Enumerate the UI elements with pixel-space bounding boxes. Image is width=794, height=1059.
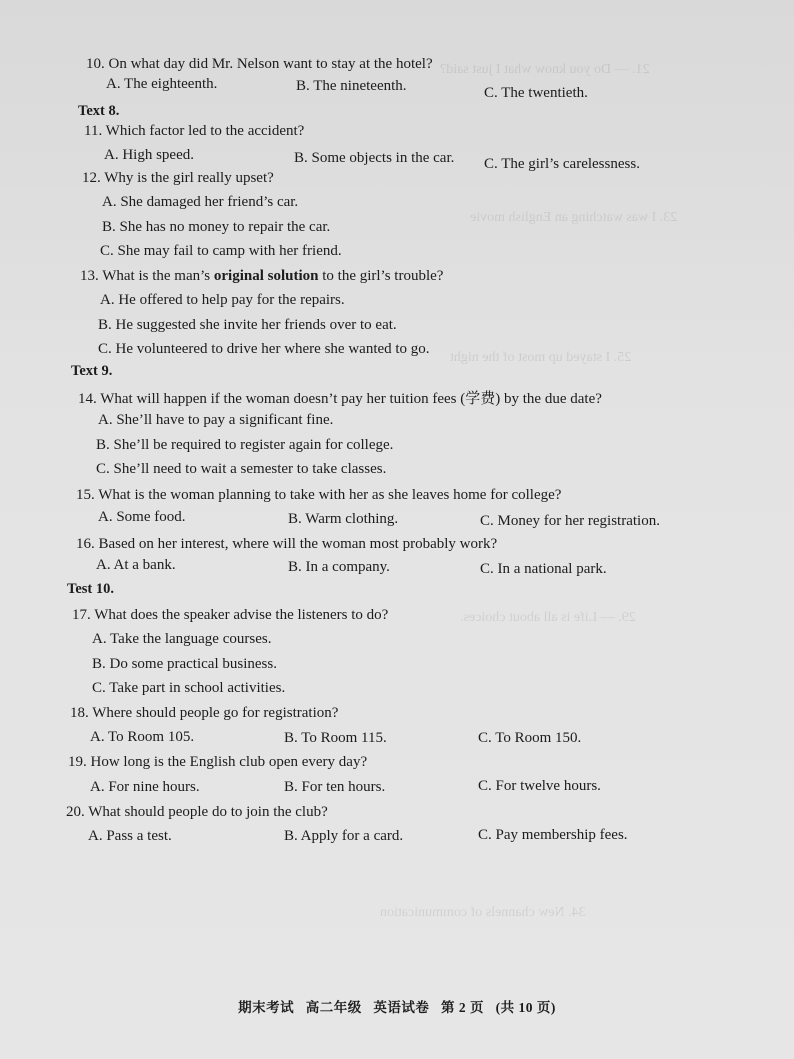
question-16-option-c: C. In a national park. — [480, 561, 607, 577]
question-10-option-b: B. The nineteenth. — [296, 78, 407, 94]
question-14-option-b: B. She’ll be required to register again for college. — [96, 437, 394, 453]
question-13-stem-pre: 13. What is the man’s — [80, 268, 214, 284]
footer-page-number: 第 2 页 — [441, 1000, 484, 1015]
section-heading-test-10: Test 10. — [67, 581, 114, 597]
question-18-stem: 18. Where should people go for registration? — [70, 705, 339, 721]
section-heading-text-9: Text 9. — [71, 363, 113, 379]
question-17-stem: 17. What does the speaker advise the listeners to do? — [72, 607, 389, 623]
question-12-stem: 12. Why is the girl really upset? — [82, 170, 274, 186]
question-18-option-c: C. To Room 150. — [478, 730, 582, 746]
question-11-stem: 11. Which factor led to the accident? — [84, 123, 305, 139]
bleed-through-text: 29. — Life is all about choices. — [460, 610, 636, 625]
question-14-stem: 14. What will happen if the woman doesn’t pay her tuition fees (学费) by the due date? — [78, 391, 602, 407]
question-11-option-c: C. The girl’s carelessness. — [484, 156, 640, 172]
question-13-option-b: B. He suggested she invite her friends over to eat. — [98, 317, 397, 333]
question-17-option-a: A. Take the language courses. — [92, 631, 272, 647]
question-13-stem-bold: original solution — [213, 268, 319, 284]
question-16-option-a: A. At a bank. — [96, 557, 176, 573]
question-14-option-a: A. She’ll have to pay a significant fine. — [98, 412, 334, 428]
question-19-option-a: A. For nine hours. — [90, 779, 200, 795]
question-10-option-a: A. The eighteenth. — [106, 76, 218, 92]
question-19-option-b: B. For ten hours. — [284, 779, 386, 795]
question-16-option-b: B. In a company. — [288, 559, 390, 575]
question-12-option-c: C. She may fail to camp with her friend. — [100, 243, 342, 259]
question-19-option-c: C. For twelve hours. — [478, 778, 601, 794]
question-20-option-c: C. Pay membership fees. — [478, 827, 628, 843]
question-20-option-a: A. Pass a test. — [88, 828, 172, 844]
question-10-option-c: C. The twentieth. — [484, 85, 588, 101]
bleed-through-text: 21. — Do you know what I just said? — [440, 62, 650, 77]
question-19-stem: 19. How long is the English club open every day? — [68, 754, 368, 770]
question-20-stem: 20. What should people do to join the club? — [66, 804, 328, 820]
bleed-through-text: 23. I was watching an English movie — [470, 210, 678, 225]
question-11-option-b: B. Some objects in the car. — [294, 150, 455, 166]
question-10-stem: 10. On what day did Mr. Nelson want to stay at the hotel? — [86, 56, 433, 72]
question-15-option-b: B. Warm clothing. — [288, 511, 399, 527]
question-17-option-c: C. Take part in school activities. — [92, 680, 286, 696]
question-13-stem — [80, 267, 443, 285]
question-17-option-b: B. Do some practical business. — [92, 656, 277, 672]
footer-total-pages: (共 10 页) — [495, 1000, 556, 1015]
question-12-option-a: A. She damaged her friend’s car. — [102, 194, 299, 210]
question-13-option-a: A. He offered to help pay for the repairs. — [100, 292, 345, 308]
question-13-option-c: C. He volunteered to drive her where she wanted to go. — [98, 341, 430, 357]
question-13-stem-post: to the girl’s trouble? — [318, 268, 444, 284]
bleed-through-text: 34. New channels of communication — [380, 905, 586, 920]
question-15-option-c: C. Money for her registration. — [480, 513, 660, 529]
page-footer — [0, 996, 794, 1016]
question-20-option-b: B. Apply for a card. — [284, 828, 404, 844]
question-16-stem: 16. Based on her interest, where will the woman most probably work? — [76, 536, 498, 552]
question-18-option-a: A. To Room 105. — [90, 729, 195, 745]
question-14-option-c: C. She’ll need to wait a semester to take classes. — [96, 461, 387, 477]
footer-grade: 高二年级 — [305, 1000, 362, 1015]
question-18-option-b: B. To Room 115. — [284, 730, 387, 746]
section-heading-text-8: Text 8. — [78, 103, 120, 119]
question-15-option-a: A. Some food. — [98, 509, 186, 525]
bleed-through-text: 25. I stayed up most of the night — [450, 350, 632, 365]
footer-exam: 期末考试 — [238, 1000, 295, 1015]
question-11-option-a: A. High speed. — [104, 147, 194, 163]
question-15-stem: 15. What is the woman planning to take with her as she leaves home for college? — [76, 487, 562, 503]
footer-subject: 英语试卷 — [373, 1000, 430, 1015]
question-12-option-b: B. She has no money to repair the car. — [102, 219, 331, 235]
